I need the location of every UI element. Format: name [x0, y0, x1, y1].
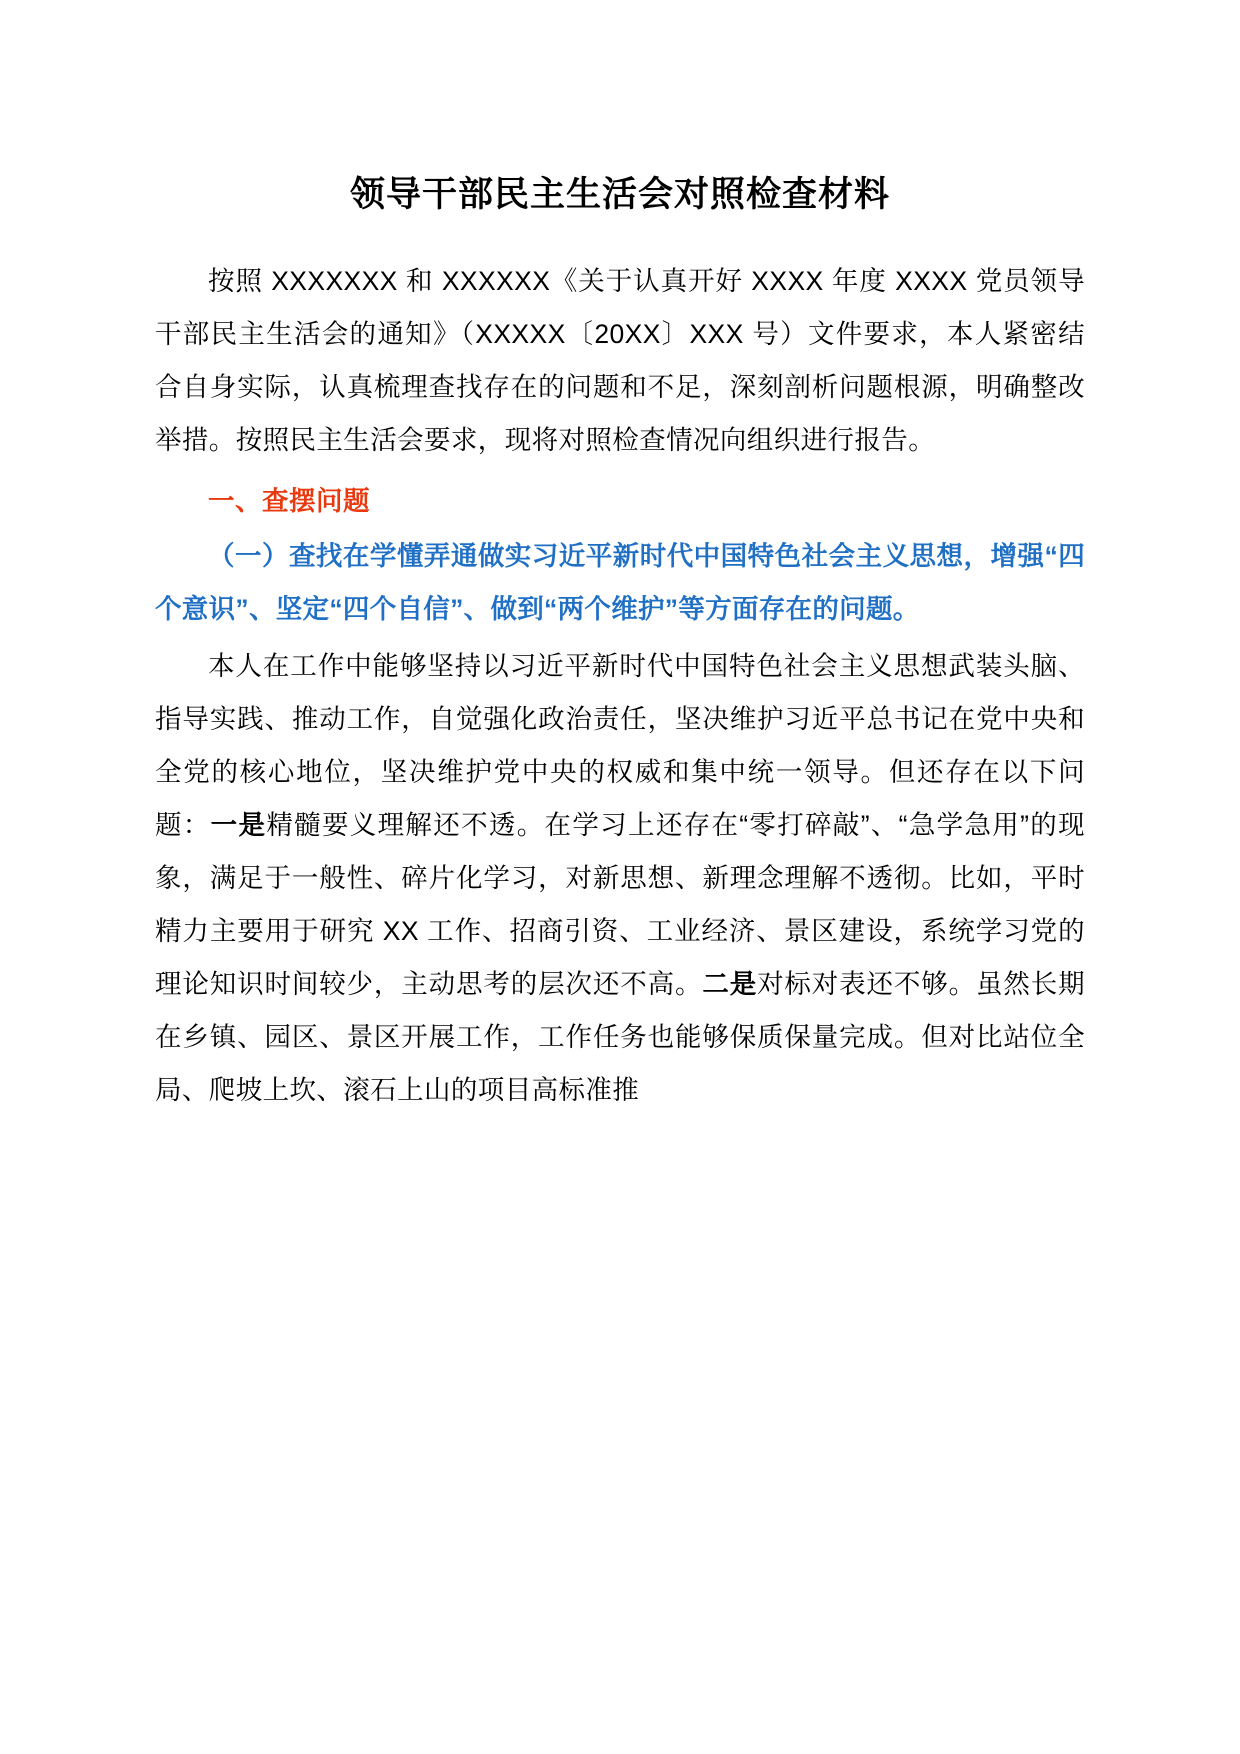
main-body-lead: 本人在工作中能够坚持以习近平新时代中国特色社会主义思想武装头脑、指导实践、推动工作，自觉强化政治责任，坚决维护习近平总书记在党中央和全党的核心地位，坚决维护党中央的权威和集中统一领导。但还存在以下问题：	[155, 651, 1085, 840]
point-one-label: 一是	[210, 810, 267, 840]
subsection-heading-one: （一）查找在学懂弄通做实习近平新时代中国特色社会主义思想，增强“四个意识”、坚定“四个自信”、做到“两个维护”等方面存在的问题。	[155, 541, 1085, 624]
point-two-text: 对标对表还不够。虽然长期在乡镇、园区、景区开展工作，工作任务也能够保质保量完成。但对比站位全局、爬坡上坎、滚石上山的项目高标准推	[155, 969, 1085, 1105]
main-body-paragraph	[155, 640, 1085, 1117]
point-two-label: 二是	[702, 969, 758, 999]
section-heading-one: 一、查摆问题	[208, 486, 370, 516]
intro-paragraph: 按照 XXXXXXX 和 XXXXXX《关于认真开好 XXXX 年度 XXXX 党员领导干部民主生活会的通知》（XXXXX〔20XX〕XXX 号）文件要求，本人紧密结合自身实际，认真梳理查找存在的问题和不足，深刻剖析问题根源，明确整改举措。按照民主生活会要求，现将对照检查情况向组织进行报告。	[155, 266, 1085, 455]
point-one-text: 精髓要义理解还不透。在学习上还存在“零打碎敲”、“急学急用”的现象，满足于一般性、碎片化学习，对新思想、新理念理解不透彻。比如，平时精力主要用于研究 XX 工作、招商引资、工业经济、景区建设，系统学习党的理论知识时间较少，主动思考的层次还不高。	[155, 810, 1085, 999]
page-title: 领导干部民主生活会对照检查材料	[349, 175, 890, 214]
